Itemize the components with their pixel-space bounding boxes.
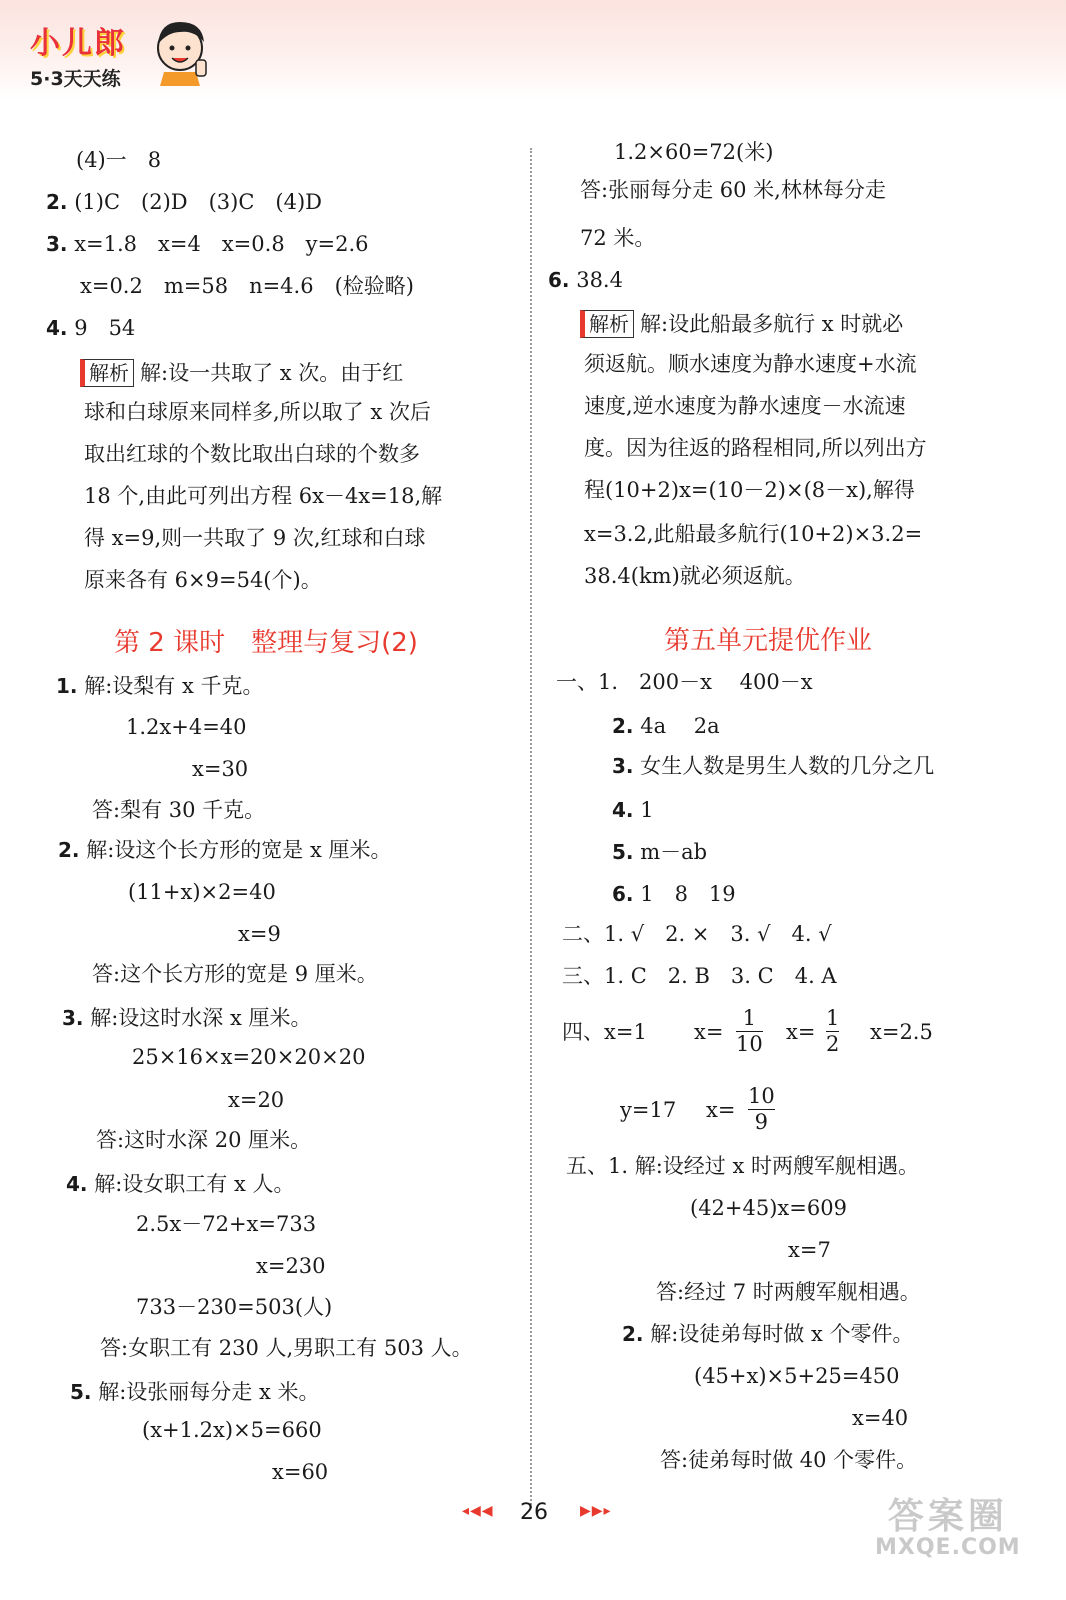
- line-text: 二、1. √ 2. × 3. √ 4. √: [562, 922, 832, 946]
- left-line: [70, 1382, 319, 1403]
- left-line: [132, 1047, 365, 1068]
- item-number: 2.: [58, 838, 80, 862]
- line-text: 答:女职工有 230 人,男职工有 503 人。: [100, 1336, 473, 1360]
- line-text: x=3.2,此船最多航行(10+2)×3.2=: [584, 522, 923, 546]
- line-text: 程(10+2)x=(10－2)×(8－x),解得: [584, 478, 915, 502]
- line-text: 女生人数是男生人数的几分之几: [640, 754, 935, 778]
- fraction-denominator: 2: [826, 1032, 840, 1056]
- line-text: x=2.5: [870, 1020, 933, 1044]
- fraction-denominator: 10: [736, 1032, 763, 1056]
- left-line: [136, 1214, 316, 1235]
- line-text: x=: [706, 1098, 736, 1122]
- line-text: 4a 2a: [640, 714, 720, 738]
- item-number: 3.: [62, 1006, 84, 1030]
- right-line: [556, 672, 813, 693]
- next-arrows-icon: ▶▶▸: [580, 1503, 612, 1519]
- item-number: 4.: [66, 1172, 88, 1196]
- section-title-left: 第 2 课时 整理与复习(2): [114, 628, 418, 658]
- fraction: [826, 1008, 839, 1055]
- line-text: 9 54: [74, 316, 136, 340]
- right-line: [612, 716, 720, 737]
- item-number: 4.: [612, 798, 634, 822]
- line-text: 733－230=503(人): [136, 1295, 333, 1319]
- line-text: 解:设徒弟每时做 x 个零件。: [650, 1322, 914, 1346]
- line-text: (4)一 8: [76, 148, 162, 172]
- line-text: x=230: [256, 1254, 326, 1278]
- right-line: [612, 756, 934, 777]
- line-text: 答:徒弟每时做 40 个零件。: [660, 1448, 918, 1472]
- line-text: 1.2×60=72(米): [614, 140, 774, 164]
- item-number: 3.: [46, 232, 68, 256]
- right-line: [548, 270, 623, 291]
- prev-arrows-icon: ◂◀◀: [462, 1503, 494, 1519]
- right-line: [694, 1366, 900, 1387]
- right-line: [580, 228, 655, 249]
- line-text: (x+1.2x)×5=660: [142, 1418, 322, 1442]
- line-text: 答:张丽每分走 60 米,林林每分走: [580, 178, 886, 202]
- line-text: x=7: [788, 1238, 831, 1262]
- right-line: [584, 396, 906, 417]
- left-line: [96, 1130, 311, 1151]
- line-text: x=: [786, 1020, 816, 1044]
- column-divider: [530, 148, 532, 1508]
- right-line: [584, 354, 917, 375]
- left-line: [80, 276, 414, 297]
- left-line: [84, 444, 420, 465]
- analysis-tag: 解析: [580, 310, 634, 338]
- item-number: 6.: [548, 268, 570, 292]
- watermark: [875, 1488, 1021, 1560]
- analysis-tag: 解析: [80, 359, 134, 387]
- line-text: 原来各有 6×9=54(个)。: [84, 568, 322, 592]
- item-number: 5.: [612, 840, 634, 864]
- left-line: [238, 924, 281, 945]
- fraction-numerator: 1: [742, 1006, 757, 1030]
- line-text: x=40: [852, 1406, 909, 1430]
- line-text: 度。因为往返的路程相同,所以列出方: [584, 436, 927, 460]
- right-line: [614, 142, 773, 163]
- line-text: 1.2x+4=40: [126, 715, 247, 739]
- right-line: [612, 800, 654, 821]
- left-line: [80, 359, 403, 387]
- line-text: 解:设这时水深 x 厘米。: [90, 1006, 312, 1030]
- left-line: [272, 1462, 328, 1483]
- left-line: [62, 1008, 311, 1029]
- line-text: x=30: [192, 757, 249, 781]
- right-line: [584, 480, 915, 501]
- line-text: 18 个,由此可列出方程 6x－4x=18,解: [84, 484, 443, 508]
- left-line: [136, 1297, 332, 1318]
- right-line: [690, 1198, 847, 1219]
- left-line: [228, 1090, 284, 1111]
- right-line: [694, 1022, 723, 1043]
- right-line: [656, 1282, 921, 1303]
- left-line: [84, 570, 322, 591]
- right-line: [660, 1450, 917, 1471]
- fraction: [736, 1008, 763, 1055]
- line-text: 答:经过 7 时两艘军舰相遇。: [656, 1280, 921, 1304]
- left-line: [46, 192, 322, 213]
- right-line: [706, 1100, 735, 1121]
- right-line: [584, 524, 922, 545]
- line-text: x=0.2 m=58 n=4.6 (检验略): [80, 274, 414, 298]
- line-text: 得 x=9,则一共取了 9 次,红球和白球: [84, 526, 426, 550]
- item-number: 2.: [612, 714, 634, 738]
- line-text: 答:这时水深 20 厘米。: [96, 1128, 312, 1152]
- fraction: [748, 1086, 775, 1133]
- mascot-icon: [150, 16, 212, 86]
- line-text: 一、1. 200－x 400－x: [556, 670, 813, 694]
- left-line: [66, 1174, 294, 1195]
- left-line: [142, 1420, 322, 1441]
- item-number: 1.: [56, 674, 78, 698]
- left-line: [126, 717, 247, 738]
- line-text: 38.4(km)就必须返航。: [584, 564, 806, 588]
- line-text: 解:设一共取了 x 次。由于红: [140, 361, 404, 385]
- left-line: [92, 964, 378, 985]
- right-line: [620, 1100, 676, 1121]
- line-text: 25×16×x=20×20×20: [132, 1045, 366, 1069]
- left-line: [46, 318, 135, 339]
- line-text: x=: [694, 1020, 724, 1044]
- line-text: m－ab: [640, 840, 708, 864]
- watermark-title: 答案圈: [887, 1496, 1008, 1537]
- item-number: 4.: [46, 316, 68, 340]
- line-text: 球和白球原来同样多,所以取了 x 次后: [84, 400, 431, 424]
- left-line: [92, 800, 265, 821]
- item-number: 3.: [612, 754, 634, 778]
- line-text: 答:这个长方形的宽是 9 厘米。: [92, 962, 378, 986]
- right-line: [580, 310, 903, 338]
- right-line: [786, 1022, 815, 1043]
- item-number: 2.: [622, 1322, 644, 1346]
- left-line: [46, 234, 369, 255]
- line-text: (45+x)×5+25=450: [694, 1364, 900, 1388]
- right-line: [584, 438, 927, 459]
- line-text: x=9: [238, 922, 281, 946]
- line-text: (42+45)x=609: [690, 1196, 847, 1220]
- right-line: [612, 884, 736, 905]
- right-line: [562, 924, 832, 945]
- left-line: [128, 882, 276, 903]
- left-line: [256, 1256, 326, 1277]
- right-line: [612, 842, 707, 863]
- left-line: [58, 840, 391, 861]
- section-title-right: 第五单元提优作业: [664, 626, 873, 656]
- line-text: 五、1. 解:设经过 x 时两艘军舰相遇。: [566, 1154, 919, 1178]
- line-text: 取出红球的个数比取出白球的个数多: [84, 442, 420, 466]
- left-line: [76, 150, 161, 171]
- line-text: 答:梨有 30 千克。: [92, 798, 266, 822]
- left-line: [84, 486, 442, 507]
- line-text: 2.5x－72+x=733: [136, 1212, 317, 1236]
- line-text: 解:设梨有 x 千克。: [84, 674, 264, 698]
- item-number: 2.: [46, 190, 68, 214]
- right-line: [580, 180, 886, 201]
- logo-subtitle: 5·3天天练: [30, 68, 121, 90]
- right-line: [566, 1156, 919, 1177]
- brand-logo: [30, 18, 126, 91]
- right-line: [562, 1022, 647, 1043]
- right-line: [788, 1240, 831, 1261]
- line-text: y=17: [620, 1098, 677, 1122]
- right-line: [562, 966, 837, 987]
- line-text: 须返航。顺水速度为静水速度+水流: [584, 352, 917, 376]
- fraction-numerator: 10: [748, 1084, 775, 1108]
- line-text: x=60: [272, 1460, 329, 1484]
- line-text: x=20: [228, 1088, 285, 1112]
- page-number: 26: [520, 1500, 548, 1525]
- line-text: 速度,逆水速度为静水速度－水流速: [584, 394, 906, 418]
- line-text: (11+x)×2=40: [128, 880, 276, 904]
- watermark-url: MXQE.COM: [875, 1535, 1021, 1560]
- line-text: 三、1. C 2. B 3. C 4. A: [562, 964, 837, 988]
- line-text: 1 8 19: [640, 882, 736, 906]
- fraction-numerator: 1: [826, 1006, 840, 1030]
- fraction-denominator: 9: [754, 1110, 769, 1134]
- item-number: 6.: [612, 882, 634, 906]
- line-text: 1: [640, 798, 654, 822]
- item-number: 5.: [70, 1380, 92, 1404]
- logo-title: 小儿郎: [30, 26, 126, 61]
- line-text: 解:设此船最多航行 x 时就必: [640, 312, 904, 336]
- left-line: [84, 402, 431, 423]
- left-line: [100, 1338, 473, 1359]
- line-text: 四、x=1: [562, 1020, 647, 1044]
- line-text: 解:设女职工有 x 人。: [94, 1172, 295, 1196]
- right-line: [622, 1324, 913, 1345]
- left-line: [192, 759, 248, 780]
- line-text: x=1.8 x=4 x=0.8 y=2.6: [74, 232, 369, 256]
- right-line: [870, 1022, 933, 1043]
- line-text: 72 米。: [580, 226, 656, 250]
- line-text: 解:设这个长方形的宽是 x 厘米。: [86, 838, 392, 862]
- left-line: [84, 528, 426, 549]
- right-line: [852, 1408, 908, 1429]
- line-text: 解:设张丽每分走 x 米。: [98, 1380, 320, 1404]
- line-text: (1)C (2)D (3)C (4)D: [74, 190, 322, 214]
- left-line: [56, 676, 263, 697]
- right-line: [584, 566, 806, 587]
- line-text: 38.4: [576, 268, 623, 292]
